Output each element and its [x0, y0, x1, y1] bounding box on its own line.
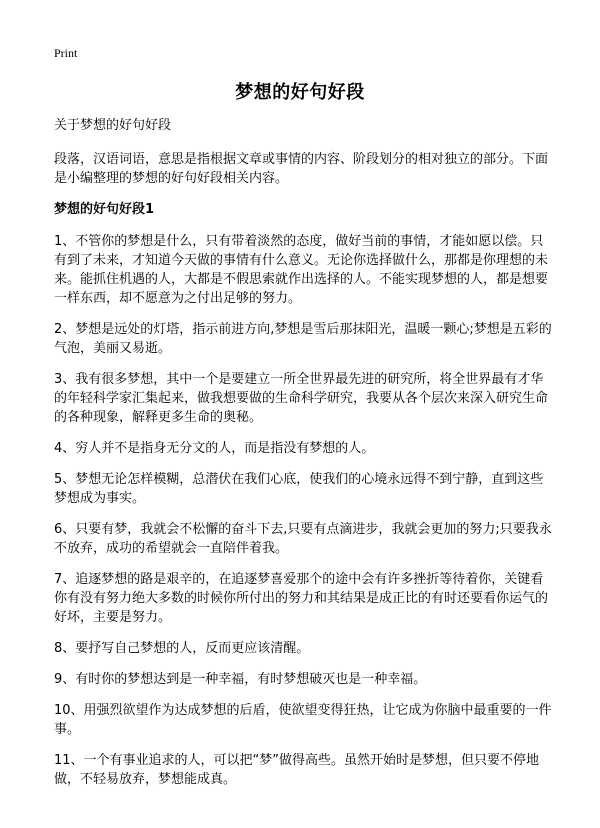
paragraph-1: 1、不管你的梦想是什么，只有带着淡然的态度，做好当前的事情，才能如愿以偿。只有到了未来，才知道今天做的事情有什么意义。无论你选择做什么，那都是你理想的未来。能抓住机遇的人，大都是不假思索就作出选择的人。不能实现梦想的人，都是想要一样东西，却不愿意为之付出足够的努力。: [54, 234, 549, 306]
section-heading: 梦想的好句好段1: [54, 202, 155, 217]
page-title: 梦想的好句好段: [235, 82, 365, 103]
article-subtitle: 关于梦想的好句好段: [54, 118, 172, 133]
paragraph-6: 6、只要有梦，我就会不松懈的奋斗下去,只要有点滴进步，我就会更加的努力;只要我永不放弃，成功的希望就会一直陪伴着我。: [54, 522, 552, 556]
paragraph-5: 5、梦想无论怎样模糊，总潜伏在我们心底，使我们的心境永远得不到宁静，直到这些梦想成为事实。: [54, 472, 544, 506]
paragraph-3: 3、我有很多梦想，其中一个是要建立一所全世界最先进的研究所，将全世界最有才华的年轻科学家汇集起来，做我想要做的生命科学研究，我要从各个层次来深入研究生命的各种现象，解释更多生命的奥秘。: [54, 372, 549, 425]
print-link[interactable]: Print: [54, 46, 78, 60]
paragraph-7: 7、追逐梦想的路是艰辛的，在追逐梦喜爱那个的途中会有许多挫折等待着你，关键看你有没有努力绝大多数的时候你所付出的努力和其结果是成正比的有时还要看你运气的好坏，主要是努力。: [54, 572, 549, 625]
paragraph-2: 2、梦想是远处的灯塔，指示前进方向,梦想是雪后那抹阳光，温暖一颗心;梦想是五彩的气泡，美丽又易逝。: [54, 322, 552, 356]
article-body: [54, 117, 554, 801]
paragraph-4: 4、穷人并不是指身无分文的人，而是指没有梦想的人。: [54, 441, 375, 456]
paragraph-11: 11、一个有事业追求的人，可以把“梦”做得高些。虽然开始时是梦想，但只要不停地做，不轻易放弃，梦想能成真。: [54, 753, 540, 787]
paragraph-10: 10、用强烈欲望作为达成梦想的后盾，使欲望变得狂热，让它成为你脑中最重要的一件事。: [54, 703, 552, 737]
paragraph-8: 8、要抒写自己梦想的人，反而更应该清醒。: [54, 641, 310, 656]
paragraph-9: 9、有时你的梦想达到是一种幸福，有时梦想破灭也是一种幸福。: [54, 672, 427, 687]
intro-paragraph: 段落，汉语词语，意思是指根据文章或事情的内容、阶段划分的相对独立的部分。下面是小编整理的梦想的好句好段相关内容。: [54, 152, 549, 186]
